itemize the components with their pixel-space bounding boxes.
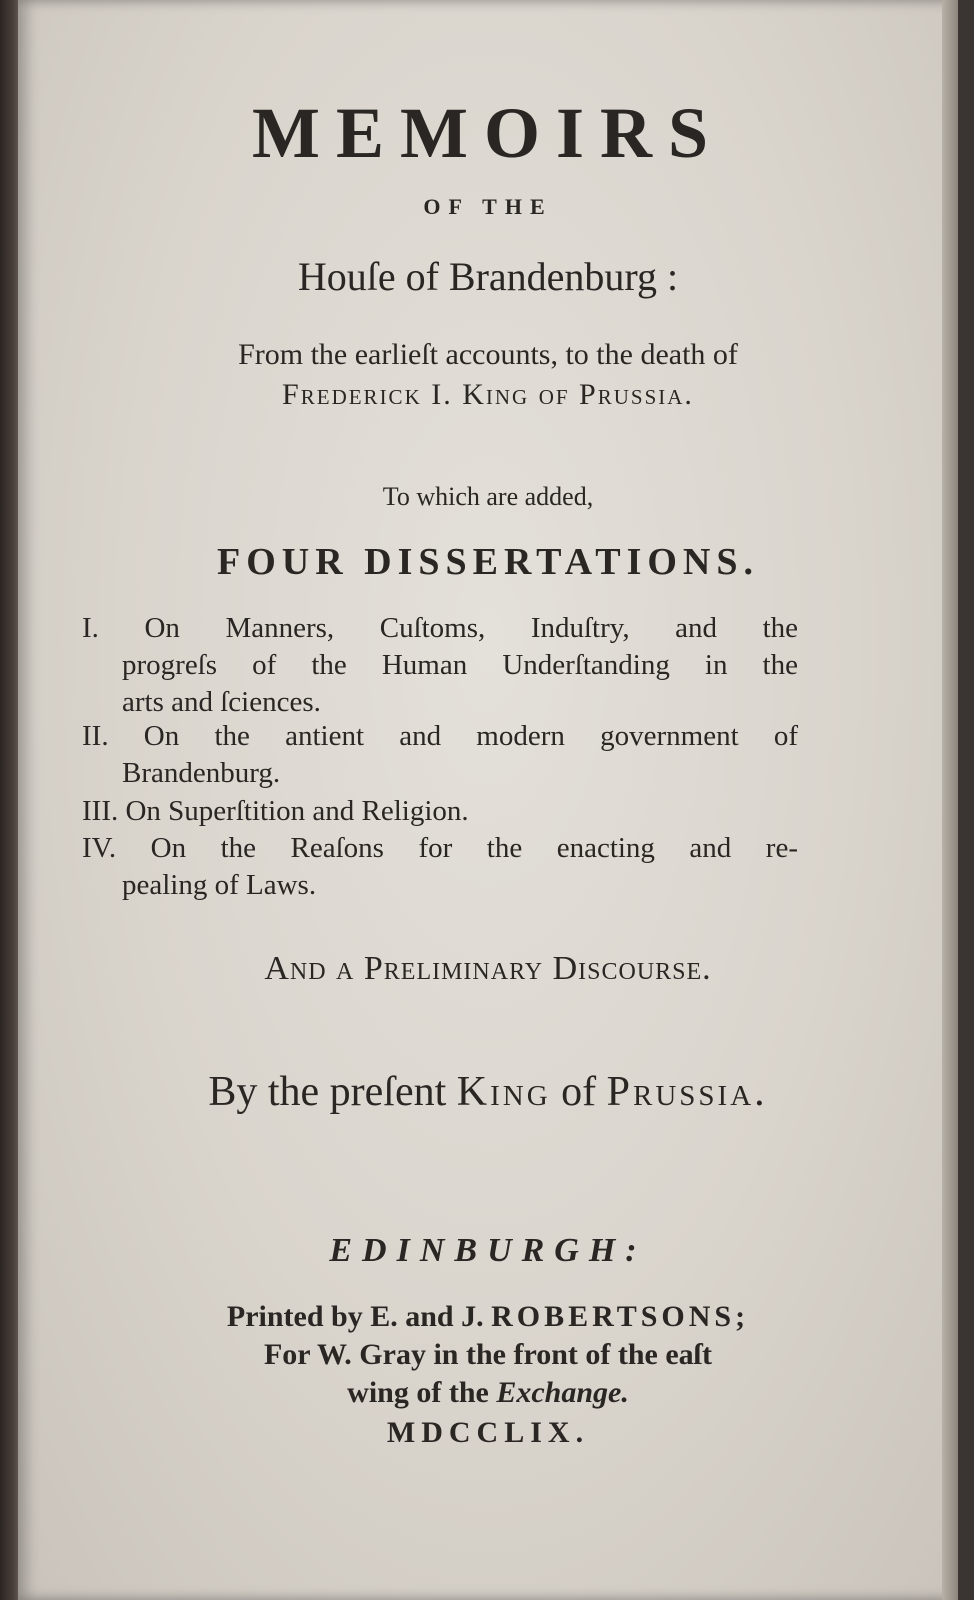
of-the-line: OF THE [423,194,553,219]
printer-prefix: Printed by E. and J. [226,1300,484,1333]
dissertation-text: On Superſtition and Religion. [125,795,469,827]
dissertation-text: On Manners, Cuſtoms, Induſtry, and the [144,612,799,644]
wing-place: Exchange. [496,1376,629,1409]
dissertation-continuation: pealing of Laws. [122,869,317,901]
author-prefix: By the preſent [208,1069,447,1115]
book-title: MEMOIRS [252,93,724,173]
printer-name: ROBERTSONS; [491,1300,750,1333]
imprint-city: EDINBURGH: [329,1232,647,1269]
dissertation-line [82,830,798,867]
dissertation-item [82,830,798,904]
imprint-year: MDCCLIX. [386,1416,590,1449]
dissertation-line [82,610,798,647]
imprint-printer [18,1300,958,1334]
author-of: of [561,1069,597,1115]
dissertation-continuation: Brandenburg. [122,757,281,789]
imprint-location [18,1376,958,1410]
subtitle-line-1: From the earlieſt accounts, to the death of [238,338,738,371]
dissertation-item [82,793,798,830]
dissertation-item [82,718,798,792]
dissertation-item [82,610,798,721]
imprint-bookseller: For W. Gray in the front of the eaſt [263,1338,713,1371]
subtitle-line-2: Frederick I. King of Prussia. [282,378,694,411]
author-line [18,1068,958,1116]
dissertation-text: On the Reaſons for the enacting and re- [150,832,798,864]
house-line: Houſe of Brandenburg : [297,254,679,299]
dissertation-continuation: arts and ſciences. [122,686,321,718]
dissertation-number: I. [82,612,99,644]
preliminary-discourse: And a Preliminary Discourse. [264,950,712,987]
author-prussia: Prussia. [606,1069,768,1115]
title-page [18,0,958,1600]
dissertation-text: On the antient and modern government of [143,720,798,752]
dissertation-number: III. [82,795,119,827]
dissertations-heading: FOUR DISSERTATIONS. [216,541,760,583]
dissertation-line [82,718,798,755]
added-line: To which are added, [382,482,594,511]
dissertation-number: II. [82,720,109,752]
dissertation-number: IV. [82,832,117,864]
dissertation-continuation: progreſs of the Human Underſtanding in the [122,649,798,681]
wing-prefix: wing of the [347,1376,489,1409]
author-king: King [456,1069,551,1115]
